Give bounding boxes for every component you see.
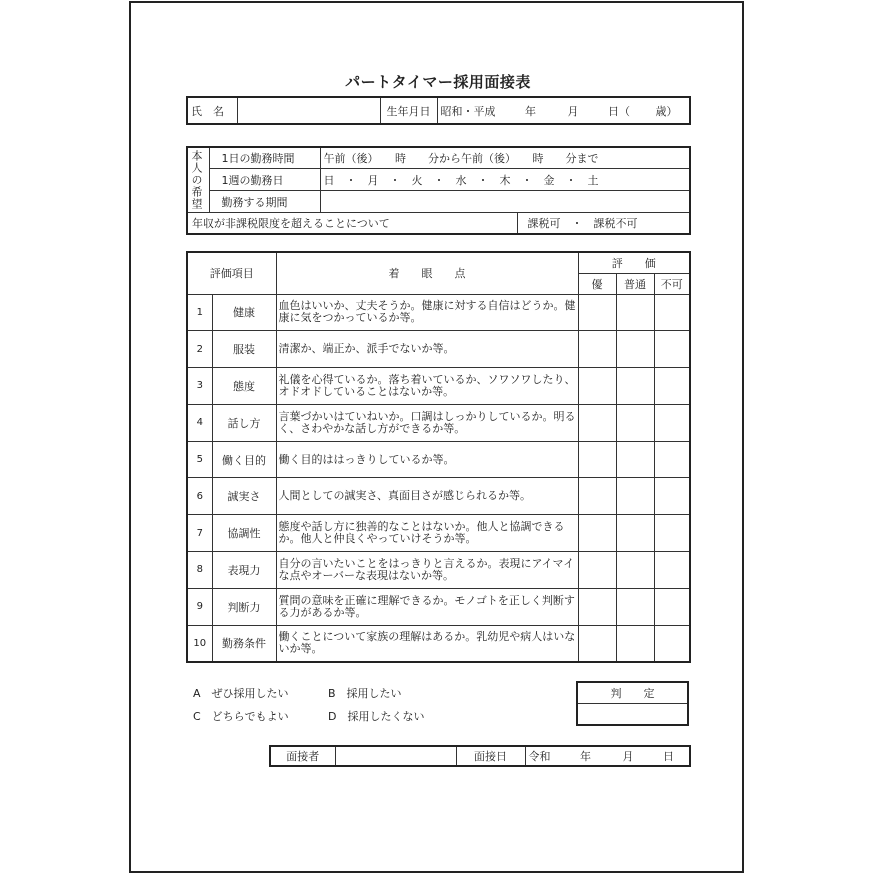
birth-era: 昭和・平成 xyxy=(440,104,496,118)
work-hours-label: 1日の勤務時間 xyxy=(209,147,320,169)
evaluation-table xyxy=(186,251,691,663)
applicant-wishes-table xyxy=(186,146,691,235)
tax-choice-field[interactable]: 課税可 ・ 課税不可 xyxy=(517,213,690,234)
grade-excellent-cell[interactable] xyxy=(578,552,616,589)
grade-normal-cell[interactable] xyxy=(616,294,654,331)
row-observation: 質問の意味を正確に理解できるか。モノゴトを正しく判断する力があるか等。 xyxy=(276,588,578,625)
grade-normal-cell[interactable] xyxy=(616,515,654,552)
grade-normal-cell[interactable] xyxy=(616,368,654,405)
row-item: 服装 xyxy=(212,331,276,368)
legend-b: B 採用したい xyxy=(328,687,402,700)
row-number: 5 xyxy=(187,441,212,478)
evaluation-row xyxy=(187,331,690,368)
row-number: 3 xyxy=(187,368,212,405)
judgment-table xyxy=(576,681,689,726)
legend-d: D 採用したくない xyxy=(328,710,425,723)
row-item: 態度 xyxy=(212,368,276,405)
grade-poor-cell[interactable] xyxy=(654,294,690,331)
grade-poor-cell[interactable] xyxy=(654,588,690,625)
row-item: 誠実さ xyxy=(212,478,276,515)
col-header-evaluation: 評 価 xyxy=(578,252,690,273)
grade-excellent-header: 優 xyxy=(578,273,616,294)
work-period-field[interactable] xyxy=(320,191,690,213)
row-number: 10 xyxy=(187,625,212,662)
row-item: 表現力 xyxy=(212,552,276,589)
name-field[interactable] xyxy=(237,97,380,124)
row-number: 2 xyxy=(187,331,212,368)
grade-poor-cell[interactable] xyxy=(654,478,690,515)
grade-normal-cell[interactable] xyxy=(616,625,654,662)
grade-excellent-cell[interactable] xyxy=(578,368,616,405)
date-month-unit: 月 xyxy=(622,750,634,763)
evaluation-row xyxy=(187,588,690,625)
row-observation: 清潔か、端正か、派手でないか等。 xyxy=(276,331,578,368)
birthdate-field[interactable] xyxy=(437,97,690,124)
evaluation-row xyxy=(187,441,690,478)
grade-excellent-cell[interactable] xyxy=(578,441,616,478)
grade-excellent-cell[interactable] xyxy=(578,515,616,552)
evaluation-row xyxy=(187,404,690,441)
grade-excellent-cell[interactable] xyxy=(578,331,616,368)
legend-a: A ぜひ採用したい xyxy=(193,687,289,700)
row-observation: 自分の言いたいことをはっきりと言えるか。表現にアイマイな点やオーバーな表現はないか等。 xyxy=(276,552,578,589)
grade-normal-cell[interactable] xyxy=(616,588,654,625)
interview-footer-table xyxy=(269,745,691,767)
work-period-label: 勤務する期間 xyxy=(209,191,320,213)
col-header-item: 評価項目 xyxy=(187,252,276,294)
age-unit: 歳） xyxy=(655,104,678,118)
row-observation: 人間としての誠実さ、真面目さが感じられるか等。 xyxy=(276,478,578,515)
row-item: 協調性 xyxy=(212,515,276,552)
grade-poor-cell[interactable] xyxy=(654,404,690,441)
row-number: 1 xyxy=(187,294,212,331)
date-year-unit: 年 xyxy=(580,750,591,763)
interview-date-label: 面接日 xyxy=(456,746,525,766)
grade-excellent-cell[interactable] xyxy=(578,588,616,625)
interview-date-field[interactable] xyxy=(525,746,690,766)
row-item: 話し方 xyxy=(212,404,276,441)
work-hours-field[interactable]: 午前（後） 時 分から午前（後） 時 分まで xyxy=(320,147,690,169)
grade-poor-header: 不可 xyxy=(654,273,690,294)
evaluation-row xyxy=(187,294,690,331)
row-item: 勤務条件 xyxy=(212,625,276,662)
row-number: 7 xyxy=(187,515,212,552)
row-observation: 態度や話し方に独善的なことはないか。他人と協調できるか。他人と仲良くやっていけそうか等。 xyxy=(276,515,578,552)
row-number: 6 xyxy=(187,478,212,515)
grade-normal-header: 普通 xyxy=(616,273,654,294)
evaluation-row xyxy=(187,625,690,662)
birth-year-unit: 年 xyxy=(525,104,536,118)
grade-poor-cell[interactable] xyxy=(654,515,690,552)
grade-excellent-cell[interactable] xyxy=(578,625,616,662)
grade-poor-cell[interactable] xyxy=(654,441,690,478)
grade-normal-cell[interactable] xyxy=(616,441,654,478)
work-days-label: 1週の勤務日 xyxy=(209,169,320,191)
evaluation-row xyxy=(187,515,690,552)
work-days-field[interactable]: 日 ・ 月 ・ 火 ・ 水 ・ 木 ・ 金 ・ 土 xyxy=(320,169,690,191)
evaluation-row xyxy=(187,478,690,515)
row-number: 4 xyxy=(187,404,212,441)
row-item: 健康 xyxy=(212,294,276,331)
row-item: 働く目的 xyxy=(212,441,276,478)
row-item: 判断力 xyxy=(212,588,276,625)
birthdate-label: 生年月日 xyxy=(380,97,437,124)
evaluation-row xyxy=(187,552,690,589)
applicant-info-table xyxy=(186,96,691,125)
interviewer-field[interactable] xyxy=(335,746,456,766)
row-observation: 礼儀を心得ているか。落ち着いているか、ソワソワしたり、オドオドしていることはないか等。 xyxy=(276,368,578,405)
legend-row-2 xyxy=(193,708,424,724)
legend-c: C どちらでもよい xyxy=(193,710,289,723)
grade-poor-cell[interactable] xyxy=(654,625,690,662)
interviewer-label: 面接者 xyxy=(270,746,335,766)
birth-month-unit: 月 xyxy=(567,104,579,118)
birth-day-unit: 日（ xyxy=(608,104,630,118)
grade-poor-cell[interactable] xyxy=(654,552,690,589)
name-label: 氏 名 xyxy=(187,97,237,124)
legend-row-1 xyxy=(193,685,402,701)
date-day-unit: 日 xyxy=(663,750,674,763)
tax-limit-label: 年収が非課税限度を超えることについて xyxy=(187,213,517,234)
date-era: 令和 xyxy=(528,750,551,763)
row-observation: 言葉づかいはていねいか。口調はしっかりしているか。明るく、さわやかな話し方ができるか等。 xyxy=(276,404,578,441)
col-header-points: 着 眼 点 xyxy=(276,252,578,294)
evaluation-row xyxy=(187,368,690,405)
row-observation: 血色はいいか、丈夫そうか。健康に対する自信はどうか。健康に気をつかっているか等。 xyxy=(276,294,578,331)
grade-normal-cell[interactable] xyxy=(616,331,654,368)
grade-excellent-cell[interactable] xyxy=(578,294,616,331)
grade-poor-cell[interactable] xyxy=(654,331,690,368)
row-number: 8 xyxy=(187,552,212,589)
wishes-side-label: 本人の希望 xyxy=(187,147,209,213)
grade-normal-cell[interactable] xyxy=(616,478,654,515)
judgment-label: 判 定 xyxy=(577,682,688,703)
grade-normal-cell[interactable] xyxy=(616,404,654,441)
grade-excellent-cell[interactable] xyxy=(578,478,616,515)
grade-poor-cell[interactable] xyxy=(654,368,690,405)
row-number: 9 xyxy=(187,588,212,625)
grade-normal-cell[interactable] xyxy=(616,552,654,589)
grade-excellent-cell[interactable] xyxy=(578,404,616,441)
row-observation: 働く目的ははっきりしているか等。 xyxy=(276,441,578,478)
row-observation: 働くことについて家族の理解はあるか。乳幼児や病人はいないか等。 xyxy=(276,625,578,662)
page-title: パートタイマー採用面接表 xyxy=(345,73,531,91)
judgment-field[interactable] xyxy=(577,703,688,725)
